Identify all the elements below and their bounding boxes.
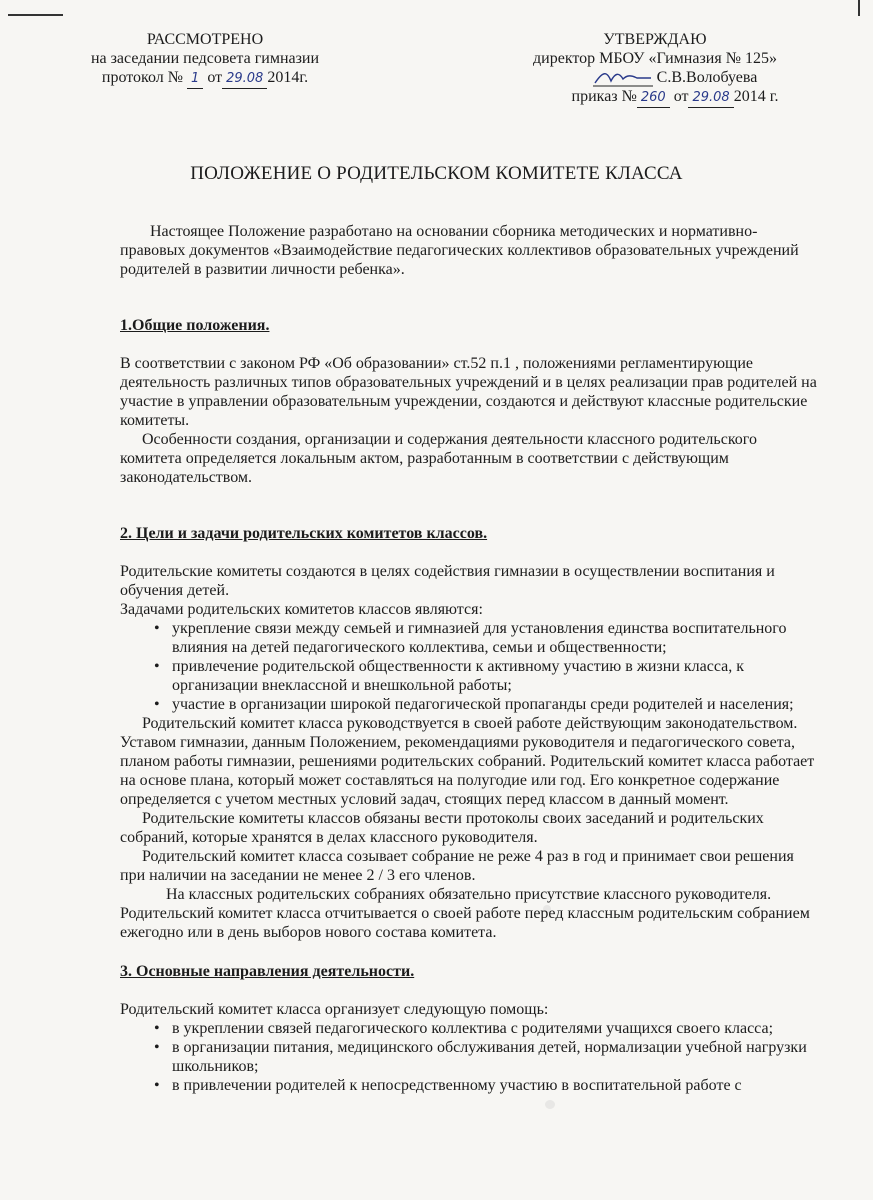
section-3-paragraph: Родительский комитет класса организует следующую помощь: bbox=[120, 1001, 549, 1018]
list-item: • привлечение родительской общественности к активному участию в жизни класса, к организации внеклассной и внешкольной работы; bbox=[172, 657, 820, 695]
section-2-paragraph: Родительский комитет класса руководствуется в своей работе действующим законодательством. Уставом гимназии, данным Положением, рекомендациями руководителя и педагогического совета, планом работы гимназии, решениями родительских собраний. Родительский комитет класса работает на основе плана, который может составляться на полугодие или год. Его конкретное содержание определяется с учетом местных условий задач, стоящих перед классом в данный момент. bbox=[120, 715, 815, 808]
order-line: приказ № 260 от 29.08 2014 г. bbox=[505, 87, 805, 108]
protocol-line: протокол № 1 от 29.08 2014г. bbox=[80, 68, 330, 89]
section-2-paragraph: Родительские комитеты создаются в целях содействия гимназии в осуществлении воспитания и обучения детей. bbox=[120, 563, 775, 599]
scan-edge-mark bbox=[8, 14, 63, 16]
section-2-heading: 2. Цели и задачи родительских комитетов классов. bbox=[120, 525, 488, 542]
section-2-paragraph: Родительские комитеты классов обязаны вести протоколы своих заседаний и родительских собраний, которые хранятся в делах классного руководителя. bbox=[120, 810, 764, 846]
document-title: ПОЛОЖЕНИЕ О РОДИТЕЛЬСКОМ КОМИТЕТЕ КЛАССА bbox=[190, 163, 683, 184]
section-1-paragraph: В соответствии с законом РФ «Об образовании» ст.52 п.1 , положениями регламентирующие деятельность различных типов образовательных учреждений и в целях реализации прав родителей на участие в управлении образовательным учреждении, создаются и действуют классные родительские комитеты. bbox=[120, 355, 817, 429]
section-1-heading: 1.Общие положения. bbox=[120, 317, 270, 334]
list-item: • участие в организации широкой педагогической пропаганды среди родителей и населения; bbox=[172, 695, 820, 714]
section-3-help-list bbox=[120, 1019, 820, 1095]
section-1-paragraph: Особенности создания, организации и содержания деятельности классного родительского комитета определяется локальным актом, разработанным в соответствии с действующим законодательством. bbox=[120, 431, 757, 486]
considered-label: РАССМОТРЕНО bbox=[146, 31, 264, 48]
director-line bbox=[505, 68, 805, 87]
director-name: С.В.Волобуева bbox=[656, 69, 758, 86]
director-signature bbox=[593, 69, 653, 87]
list-item: • в организации питания, медицинского обслуживания детей, нормализации учебной нагрузки школьников; bbox=[172, 1038, 820, 1076]
approved-label: УТВЕРЖДАЮ bbox=[603, 31, 707, 48]
protocol-date: 29.08 bbox=[222, 69, 267, 89]
list-item: • в укреплении связей педагогического коллектива с родителями учащихся своего класса; bbox=[172, 1019, 820, 1038]
section-3-heading: 3. Основные направления деятельности. bbox=[120, 963, 415, 980]
considered-body: на заседании педсовета гимназии bbox=[90, 50, 320, 67]
scan-smudge bbox=[545, 1100, 555, 1109]
section-2-paragraph: На классных родительских собраниях обязательно присутствие классного руководителя. Родительский комитет класса отчитывается о своей работе перед классным родительским собранием ежегодно или в день выборов нового состава комитета. bbox=[120, 886, 810, 941]
list-item: • в привлечении родителей к непосредственному участию в воспитательной работе с bbox=[172, 1076, 820, 1095]
document-body bbox=[120, 222, 820, 1095]
protocol-number: 1 bbox=[187, 69, 203, 89]
section-2-task-list bbox=[120, 619, 820, 714]
approval-block-approved bbox=[505, 30, 805, 108]
scan-edge-mark bbox=[858, 0, 860, 16]
section-2-paragraph: Задачами родительских комитетов классов являются: bbox=[120, 601, 483, 618]
approved-position: директор МБОУ «Гимназия № 125» bbox=[533, 50, 777, 67]
order-date: 29.08 bbox=[688, 88, 733, 108]
list-item: • укрепление связи между семьей и гимназией для установления единства воспитательного влияния на детей педагогического коллектива, семьи и общественности; bbox=[172, 619, 820, 657]
section-2-paragraph: Родительский комитет класса созывает собрание не реже 4 раз в год и принимает свои решения при наличии на заседании не менее 2 / 3 его членов. bbox=[120, 848, 794, 884]
order-number: 260 bbox=[637, 88, 670, 108]
approval-block-considered bbox=[80, 30, 330, 89]
intro-paragraph: Настоящее Положение разработано на основании сборника методических и нормативно-правовых документов «Взаимодействие педагогических коллективов образовательных учреждений родителей в развитии личности ребенка». bbox=[120, 223, 799, 278]
